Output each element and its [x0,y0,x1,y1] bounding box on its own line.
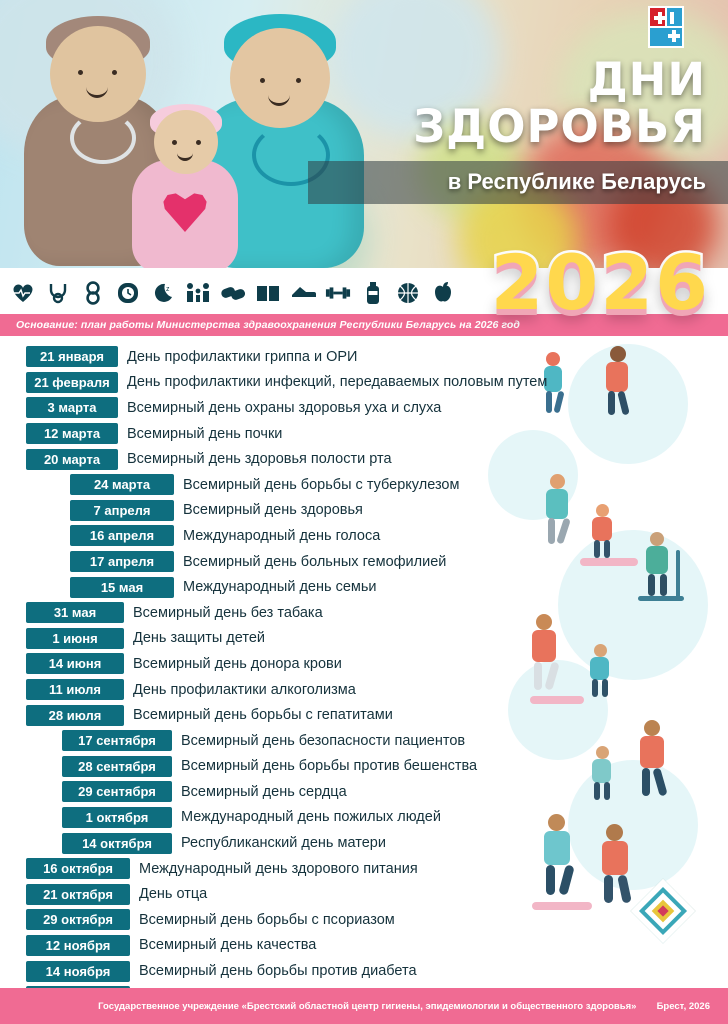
health-day-date: 14 июня [26,653,124,674]
health-day-row [0,779,728,805]
sleep-moon-icon [150,280,176,306]
health-day-event: Всемирный день донора крови [133,655,342,672]
health-day-date: 21 октября [26,884,130,905]
health-day-row [0,600,728,626]
health-day-date: 3 марта [26,397,118,418]
health-day-row [0,574,728,600]
health-day-date: 12 марта [26,423,118,444]
basketball-icon [395,280,421,306]
health-day-event: Всемирный день больных гемофилией [183,553,447,570]
hero-banner [0,0,728,268]
health-day-event: Международный день семьи [183,579,377,596]
health-day-date: 20 марта [26,449,118,470]
health-day-row [0,754,728,780]
clock-icon [115,280,141,306]
health-day-event: Всемирный день охраны здоровья уха и слуха [127,399,442,416]
health-day-date: 17 апреля [70,551,174,572]
health-day-date: 29 сентября [62,781,172,802]
health-day-row [0,446,728,472]
health-day-date: 1 июня [26,628,124,649]
health-day-event: Всемирный день сердца [181,783,347,800]
health-day-date: 24 марта [70,474,174,495]
health-day-date: 7 апреля [70,500,174,521]
health-day-date: 28 июля [26,705,124,726]
shoe-icon [290,280,316,306]
health-day-row [0,984,728,988]
page-subtitle: в Республике Беларусь [308,161,728,204]
health-day-event: Всемирный день борьбы с гепатитами [133,707,393,724]
infinity-dna-icon [80,280,106,306]
health-day-row [0,958,728,984]
health-day-event: Всемирный день качества [139,937,317,954]
health-day-row [0,702,728,728]
health-day-event: День профилактики алкоголизма [133,681,356,698]
health-day-event: День отца [139,886,208,903]
footer-organization: Государственное учреждение «Брестский областной центр гигиены, эпидемиологии и общественного здоровья» [98,1000,637,1012]
bottle-icon [360,280,386,306]
health-day-date: 21 февраля [26,372,118,393]
health-day-event: День защиты детей [133,630,265,647]
health-day-event: Всемирный день здоровья [183,502,363,519]
basis-note-text: Основание: план работы Министерства здравоохранения Республики Беларусь на 2026 год [16,319,521,331]
health-day-row [0,549,728,575]
health-day-row [0,933,728,959]
health-day-event: Республиканский день матери [181,835,386,852]
dates-rows [0,340,728,988]
health-day-date: 28 сентября [62,756,172,777]
health-day-date: 1 октября [62,807,172,828]
pills-icon [220,280,246,306]
health-day-row [0,881,728,907]
health-day-row [0,856,728,882]
health-day-date: 14 октября [62,833,172,854]
health-day-event: Международный день здорового питания [139,860,418,877]
health-day-row [0,344,728,370]
poster-year: 2026 [490,238,710,327]
health-day-row [0,728,728,754]
svg-text:z: z [166,286,170,293]
health-day-row [0,498,728,524]
health-day-date: 16 октября [26,858,130,879]
stethoscope-icon [70,112,136,164]
page-title: ДНИ ЗДОРОВЬЯ [413,53,706,154]
health-day-event: День профилактики гриппа и ОРИ [127,348,358,365]
book-icon [255,280,281,306]
health-day-row [0,626,728,652]
health-day-row [0,421,728,447]
health-day-date: 11 июля [26,679,124,700]
health-day-row [0,370,728,396]
knitted-doll-child [132,104,240,264]
health-day-date: 29 октября [26,909,130,930]
health-day-date: 12 ноября [26,935,130,956]
health-day-row [0,523,728,549]
health-day-event: Всемирный день борьбы против бешенства [181,758,478,775]
health-day-date: 17 сентября [62,730,172,751]
health-day-date: 31 мая [26,602,124,623]
health-day-row [0,395,728,421]
belarus-health-emblem-icon [648,6,684,48]
stethoscope-icon [45,280,71,306]
health-day-event: Всемирный день борьбы с псориазом [139,911,395,928]
health-day-event: Всемирный день борьбы с туберкулезом [183,476,460,493]
health-day-event: День профилактики инфекций, передаваемых половым путем [127,374,548,391]
health-day-row [0,677,728,703]
heart-pulse-icon [10,280,36,306]
footer-city: Брест, 2026 [656,1000,710,1012]
health-day-event: Всемирный день здоровья полости рта [127,451,392,468]
health-day-event: Международный день пожилых людей [181,809,441,826]
health-day-row [0,907,728,933]
health-day-event: Всемирный день безопасности пациентов [181,732,466,749]
health-day-event: Всемирный день почки [127,425,283,442]
health-day-date: 21 января [26,346,118,367]
health-day-event: Всемирный день борьбы против диабета [139,963,417,980]
health-day-date: 14 ноября [26,961,130,982]
health-day-event: Международный день голоса [183,527,381,544]
health-day-row [0,830,728,856]
footer-bar [0,988,728,1024]
health-day-date: 15 мая [70,577,174,598]
health-day-row [0,472,728,498]
health-day-date [26,986,130,988]
apple-icon [430,280,456,306]
health-day-date: 16 апреля [70,525,174,546]
health-day-event: Всемирный день без табака [133,604,323,621]
health-day-row [0,805,728,831]
title-block [308,53,728,204]
family-icon [185,280,211,306]
health-days-list [0,340,728,988]
health-day-row [0,651,728,677]
dumbbell-icon [325,280,351,306]
